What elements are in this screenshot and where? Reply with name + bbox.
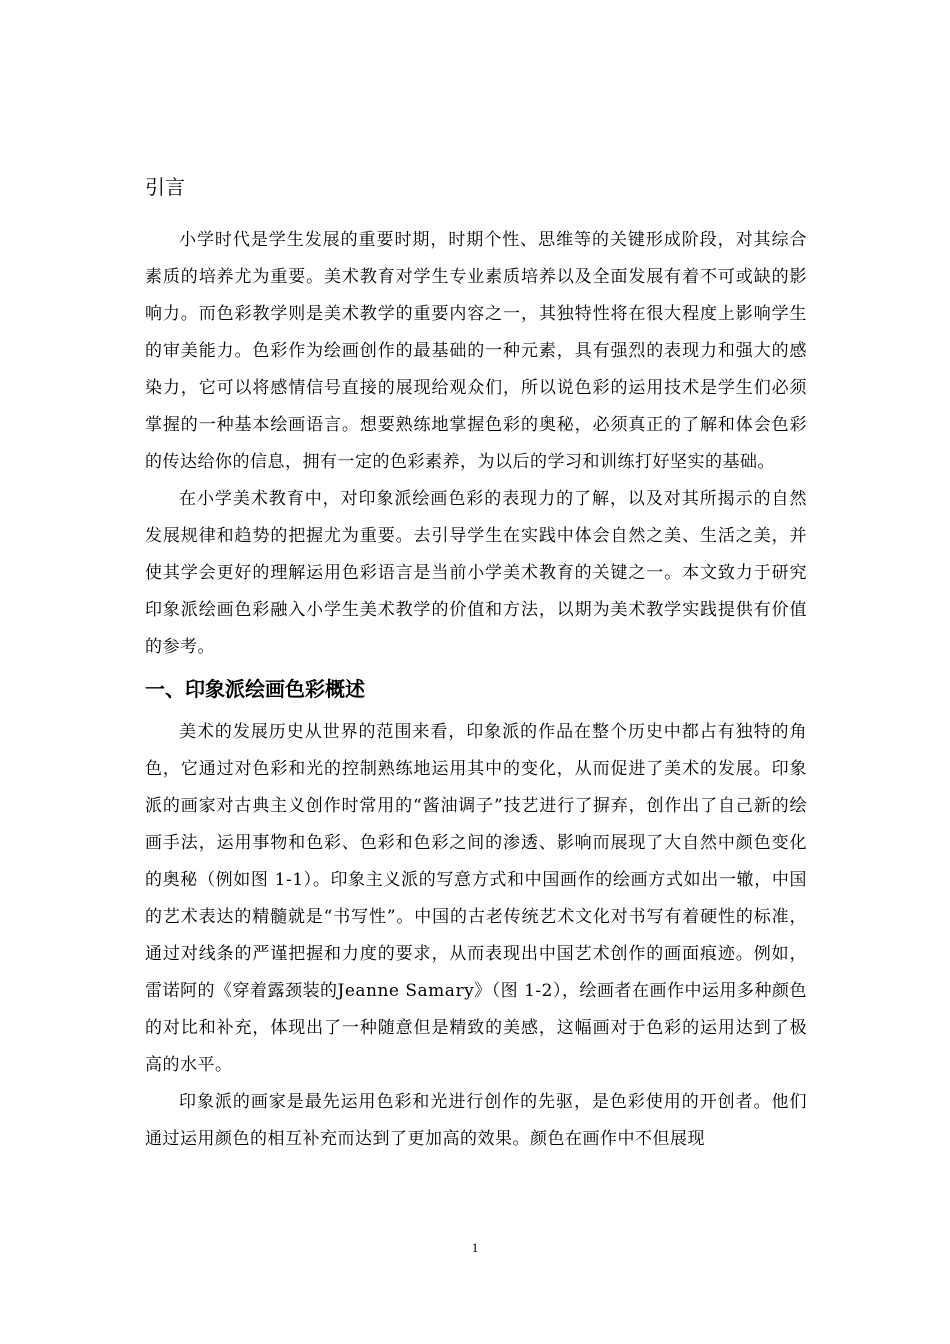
- intro-heading: 引言: [145, 175, 185, 199]
- intro-paragraph-2: 在小学美术教育中，对印象派绘画色彩的表现力的了解，以及对其所揭示的自然发展规律和趋势的把握尤为重要。去引导学生在实践中体会自然之美、生活之美，并使其学会更好的理解运用色彩语言是当前小学美术教育的关键之一。本文致力于研究印象派绘画色彩融入小学生美术教学的价值和方法，以期为美术教学实践提供有价值的参考。: [145, 489, 807, 657]
- intro-paragraph-1: 小学时代是学生发展的重要时期，时期个性、思维等的关键形成阶段，对其综合素质的培养尤为重要。美术教育对学生专业素质培养以及全面发展有着不可或缺的影响力。而色彩教学则是美术教学的重要内容之一，其独特性将在很大程度上影响学生的审美能力。色彩作为绘画创作的最基础的一种元素，具有强烈的表现力和强大的感染力，它可以将感情信号直接的展现给观众们，所以说色彩的运用技术是学生们必须掌握的一种基本绘画语言。想要熟练地掌握色彩的奥秘，必须真正的了解和体会色彩的传达给你的信息，拥有一定的色彩素养，为以后的学习和训练打好坚实的基础。: [145, 230, 807, 472]
- section-1-paragraph-1: 美术的发展历史从世界的范围来看，印象派的作品在整个历史中都占有独特的角色，它通过对色彩和光的控制熟练地运用其中的变化，从而促进了美术的发展。印象派的画家对古典主义创作时常用的“酱油调子”技艺进行了摒弃，创作出了自己新的绘画手法，运用事物和色彩、色彩和色彩之间的渗透、影响而展现了大自然中颜色变化的奥秘（例如图 1-1）。印象主义派的写意方式和中国画作的绘画方式如出一辙，中国的艺术表达的精髓就是“书写性”。中国的古老传统艺术文化对书写有着硬性的标准，通过对线条的严谨把握和力度的要求，从而表现出中国艺术创作的画面痕迹。例如，雷诺阿的《穿着露颈装的Jeanne Samary》（图 1-2），绘画者在画作中运用多种颜色的对比和补充，体现出了一种随意但是精致的美感，这幅画对于色彩的运用达到了极高的水平。: [145, 722, 807, 1075]
- section-1-heading: 一、印象派绘画色彩概述: [145, 677, 365, 701]
- page-content: [145, 172, 807, 1158]
- section-1-paragraph-2: 印象派的画家是最先运用色彩和光进行创作的先驱，是色彩使用的开创者。他们通过运用颜色的相互补充而达到了更加高的效果。颜色在画作中不但展现: [145, 1092, 807, 1149]
- page-number: 1: [471, 1240, 479, 1255]
